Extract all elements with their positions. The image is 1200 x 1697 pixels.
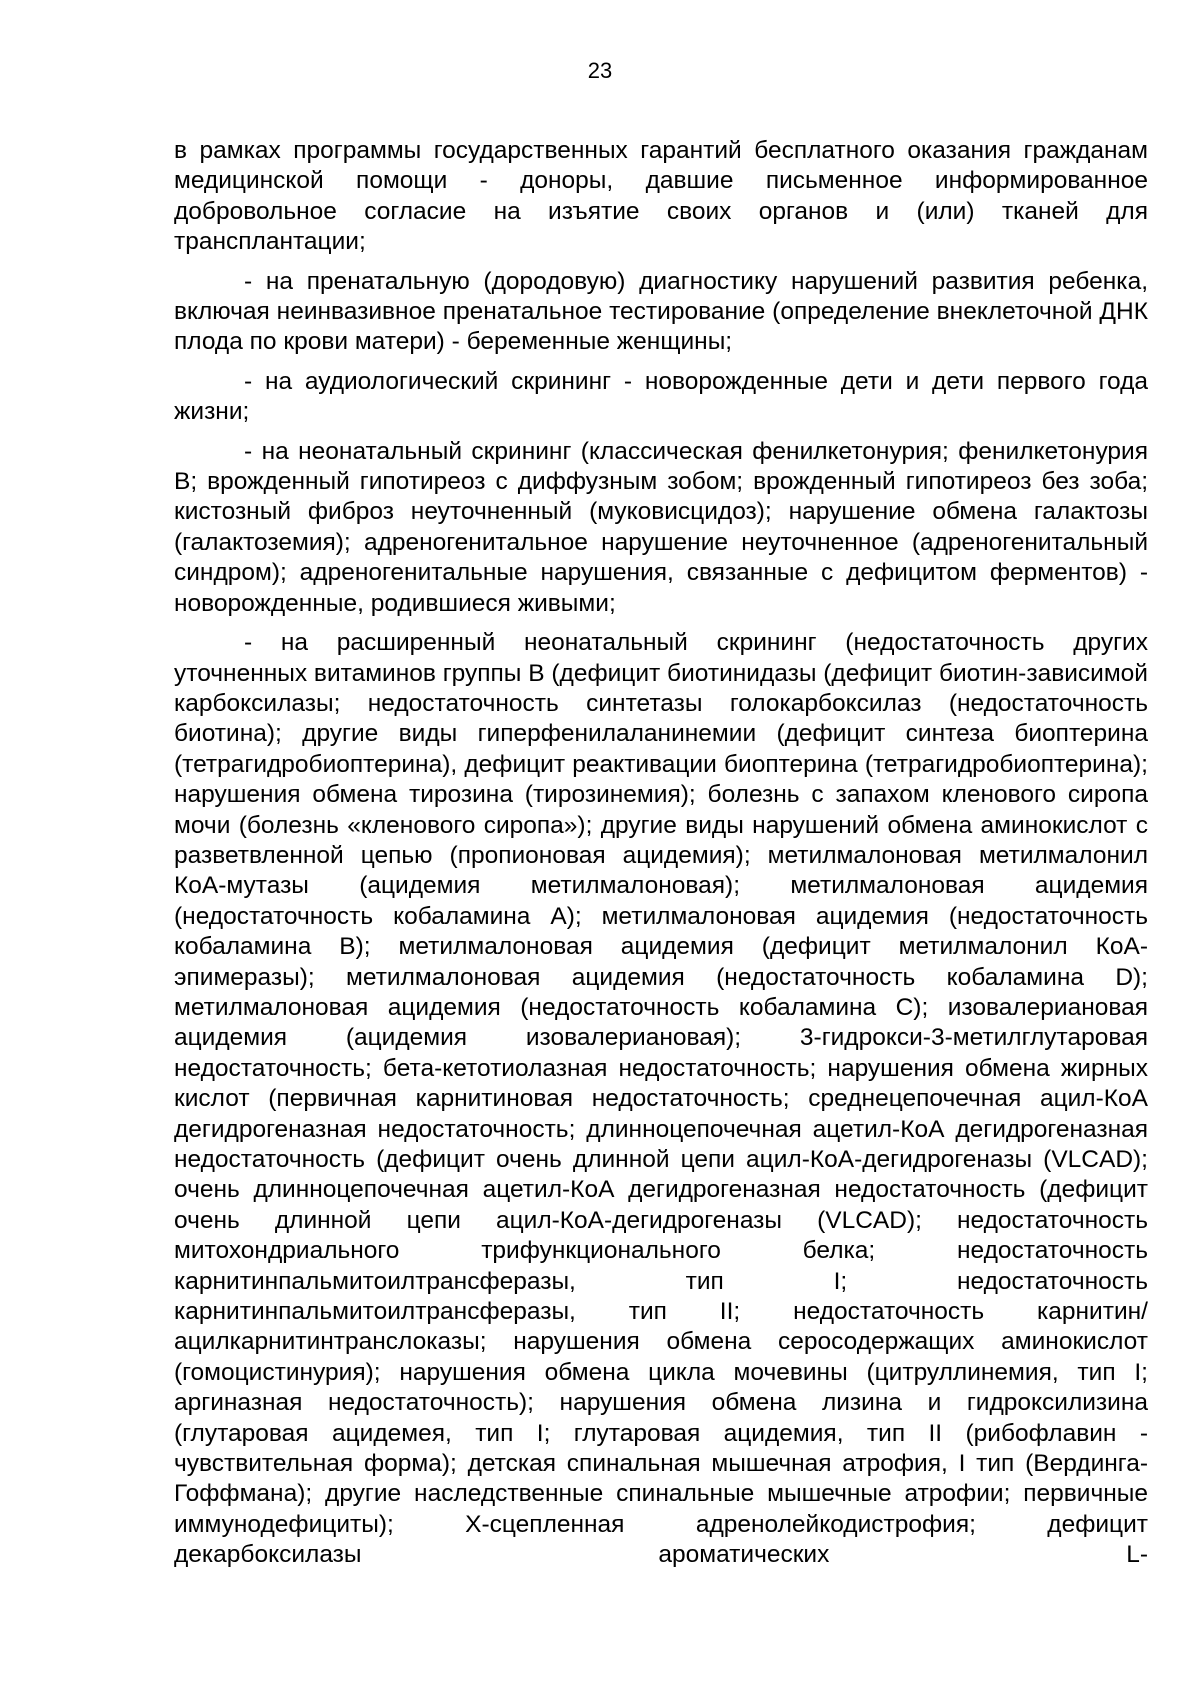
paragraph-audiological-screening: - на аудиологический скрининг - новорожденные дети и дети первого года жизни; xyxy=(174,367,1148,426)
paragraph-neonatal-screening: - на неонатальный скрининг (классическая фенилкетонурия; фенилкетонурия B; врожденный гипотиреоз с диффузным зобом; врожденный гипотиреоз без зоба; кистозный фиброз неуточненный (муковисцидоз); нарушение обмена галактозы (галактоземия); адреногенитальное нарушение неуточненное (адреногенитальный синдром); адреногенитальные нарушения, связанные с дефицитом ферментов) - новорожденные, родившиеся живыми; xyxy=(174,437,1148,617)
paragraph-prenatal-diagnostics: - на пренатальную (дородовую) диагностику нарушений развития ребенка, включая неинвазивное пренатальное тестирование (определение внеклеточной ДНК плода по крови матери) - беременные женщины; xyxy=(174,267,1148,356)
page-number: 23 xyxy=(587,58,613,83)
paragraph-donors: в рамках программы государственных гарантий бесплатного оказания гражданам медицинской помощи - доноры, давшие письменное информированное добровольное согласие на изъятие своих органов и (или) тканей для трансплантации; xyxy=(174,137,1148,256)
document-body xyxy=(174,136,1148,1571)
paragraph-extended-neonatal-screening: - на расширенный неонатальный скрининг (недостаточность других уточненных витаминов группы B (дефицит биотинидазы (дефицит биотин-зависимой карбоксилазы; недостаточность синтетазы голокарбоксилаз (недостаточность биотина); другие виды гиперфенилаланинемии (дефицит синтеза биоптерина (тетрагидробиоптерина), дефицит реактивации биоптерина (тетрагидробиоптерина); нарушения обмена тирозина (тирозинемия); болезнь с запахом кленового сиропа мочи (болезнь «кленового сиропа»); другие виды нарушений обмена аминокислот с разветвленной цепью (пропионовая ацидемия); метилмалоновая метилмалонил КоА-мутазы (ацидемия метилмалоновая); метилмалоновая ацидемия (недостаточность кобаламина A); метилмалоновая ацидемия (недостаточность кобаламина B); метилмалоновая ацидемия (дефицит метилмалонил КоА-эпимеразы); метилмалоновая ацидемия (недостаточность кобаламина D); метилмалоновая ацидемия (недостаточность кобаламина C); изовалериановая ацидемия (ацидемия изовалериановая); 3-гидрокси-3-метилглутаровая недостаточность; бета-кетотиолазная недостаточность; нарушения обмена жирных кислот (первичная карнитиновая недостаточность; среднецепочечная ацил-КоА дегидрогеназная недостаточность; длинноцепочечная ацетил-КоА дегидрогеназная недостаточность (дефицит очень длинной цепи ацил-КоА-дегидрогеназы (VLCAD); очень длинноцепочечная ацетил-КоА дегидрогеназная недостаточность (дефицит очень длинной цепи ацил-КоА-дегидрогеназы (VLCAD); недостаточность митохондриального трифункционального белка; недостаточность карнитинпальмитоилтрансферазы, тип I; недостаточность карнитинпальмитоилтрансферазы, тип II; недостаточность карнитин/ацилкарнитинтранслоказы; нарушения обмена серосодержащих аминокислот (гомоцистинурия); нарушения обмена цикла мочевины (цитруллинемия, тип I; аргиназная недостаточность); нарушения обмена лизина и гидроксилизина (глутаровая ацидемея, тип I; глутаровая ацидемия, тип II (рибофлавин - чувствительная форма); детская спинальная мышечная атрофия, I тип (Вердинга-Гоффмана); другие наследственные спинальные мышечные атрофии; первичные иммунодефициты); X-сцепленная адренолейкодистрофия; дефицит декарбоксилазы ароматических L- xyxy=(174,629,1148,1569)
